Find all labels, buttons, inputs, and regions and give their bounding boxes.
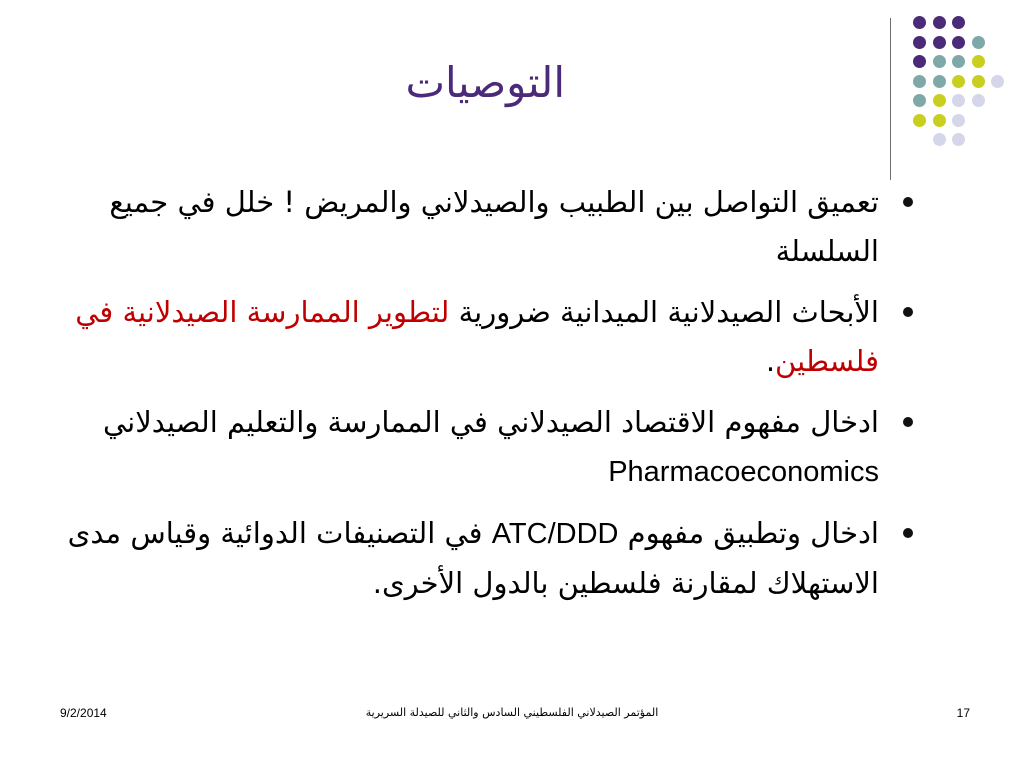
decorative-dot	[933, 133, 946, 146]
bullet-item	[60, 398, 905, 497]
decorative-dot	[913, 94, 926, 107]
decorative-dot	[933, 114, 946, 127]
decorative-dot	[933, 16, 946, 29]
decorative-dot	[933, 36, 946, 49]
bullet-latin-term: Pharmacoeconomics	[608, 456, 879, 488]
decorative-dot	[972, 75, 985, 88]
decorative-dot	[972, 55, 985, 68]
decorative-dot	[952, 75, 965, 88]
decorative-dot	[952, 55, 965, 68]
decorative-dot	[952, 16, 965, 29]
decorative-dot	[913, 114, 926, 127]
bullet-list	[60, 178, 905, 620]
bullet-dot-icon	[903, 417, 913, 427]
bullet-item	[60, 288, 905, 386]
decorative-dot	[952, 133, 965, 146]
decorative-dot	[991, 75, 1004, 88]
decorative-dot	[933, 94, 946, 107]
decorative-dot	[933, 75, 946, 88]
divider-line	[890, 18, 891, 180]
bullet-text-end: في التصنيفات الدوائية وقياس مدى الاستهلاك لمقارنة فلسطين بالدول الأخرى.	[67, 516, 879, 600]
bullet-dot-icon	[903, 307, 913, 317]
footer-date: 9/2/2014	[60, 706, 107, 720]
bullet-dot-icon	[903, 528, 913, 538]
decorative-dot	[913, 55, 926, 68]
decorative-dot	[972, 36, 985, 49]
bullet-text: تعميق التواصل بين الطبيب والصيدلاني والمريض ! خلل في جميع السلسلة	[109, 185, 879, 268]
bullet-highlight-text: لتطوير الممارسة الصيدلانية في فلسطين	[75, 295, 879, 378]
bullet-text: ادخال مفهوم الاقتصاد الصيدلاني في الممارسة والتعليم الصيدلاني	[103, 405, 879, 439]
bullet-text: الأبحاث الصيدلانية الميدانية ضرورية	[449, 295, 879, 329]
decorative-dot	[972, 94, 985, 107]
decorative-dot	[933, 55, 946, 68]
bullet-latin-term: ATC/DDD	[491, 518, 619, 550]
bullet-text-end: .	[765, 344, 776, 378]
decorative-dot	[913, 36, 926, 49]
bullet-item	[60, 509, 905, 608]
footer-conference-name: المؤتمر الصيدلاني الفلسطيني السادس والثاني للصيدلة السريرية	[365, 706, 659, 719]
bullet-text: ادخال وتطبيق مفهوم	[618, 516, 879, 550]
decorative-dot	[952, 114, 965, 127]
bullet-item	[60, 178, 905, 276]
bullet-dot-icon	[903, 197, 913, 207]
footer-page-number: 17	[956, 706, 970, 720]
decorative-dot	[913, 75, 926, 88]
decorative-dot	[913, 16, 926, 29]
decorative-dot	[952, 94, 965, 107]
slide-title: التوصيات	[405, 58, 565, 107]
decorative-dot	[952, 36, 965, 49]
